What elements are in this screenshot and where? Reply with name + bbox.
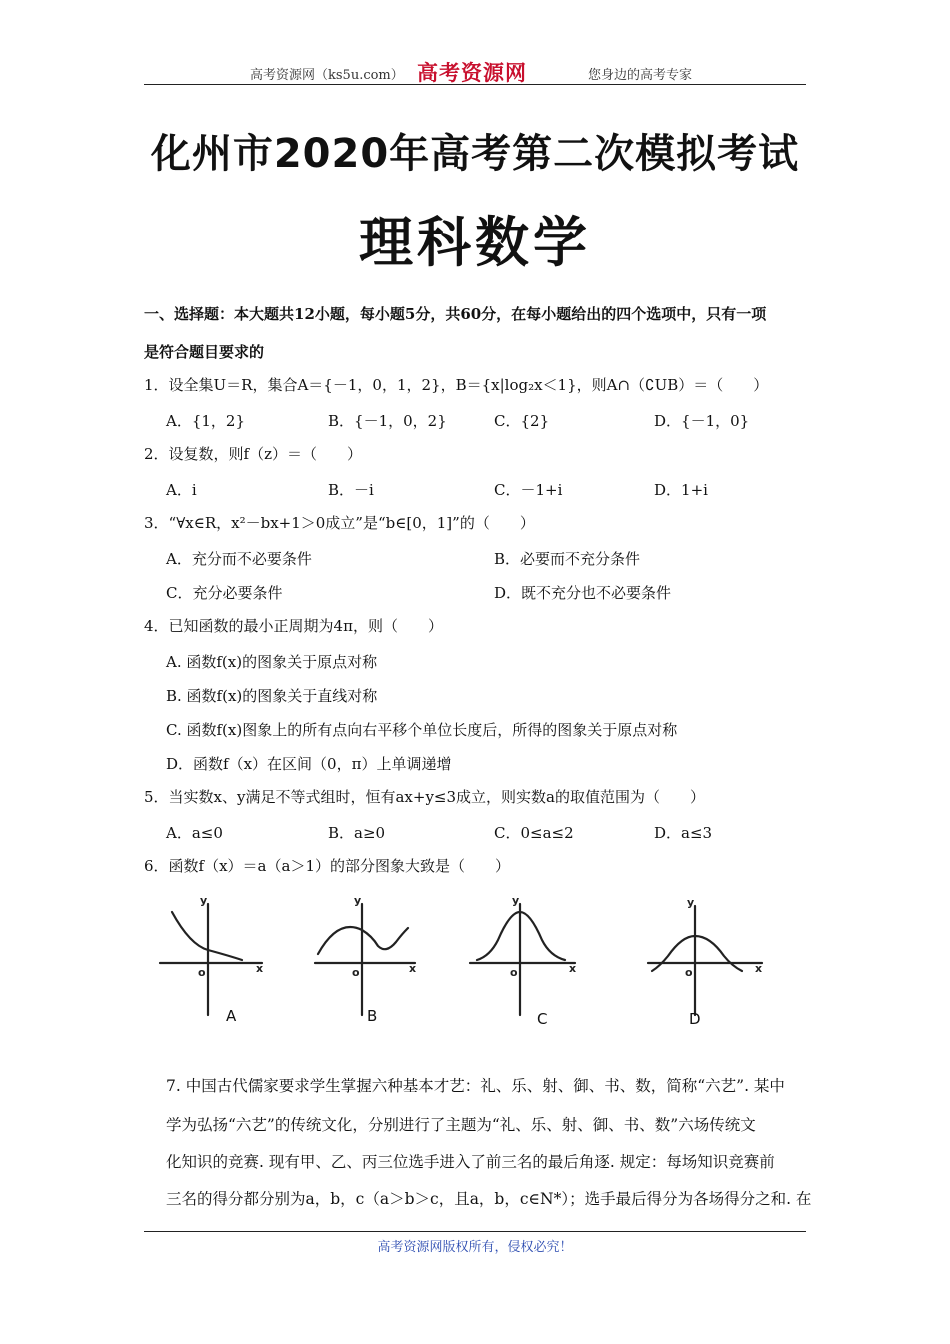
- graph-label-c: C: [537, 1010, 548, 1028]
- svg-text:x: x: [755, 962, 763, 975]
- q4-option-c: C. 函数f(x)图象上的所有点向右平移个单位长度后，所得的图象关于原点对称: [166, 721, 678, 739]
- q3-option-a: A．充分而不必要条件: [166, 550, 312, 568]
- q1-option-d: D．{－1，0}: [654, 412, 750, 430]
- section-heading-line1: 一、选择题：本大题共12小题，每小题5分，共60分，在每小题给出的四个选项中，只有一项: [144, 305, 767, 323]
- question-7-line4: 三名的得分都分别为a，b，c（a＞b＞c，且a，b，c∈N*）；选手最后得分为各场得分之和. 在: [166, 1190, 812, 1208]
- section-heading-line2: 是符合题目要求的: [144, 343, 265, 361]
- svg-text:y: y: [512, 894, 520, 907]
- q3-option-b: B．必要而不充分条件: [494, 550, 641, 568]
- svg-text:y: y: [354, 894, 362, 907]
- q1-option-a: A．{1，2}: [166, 412, 246, 430]
- q4-option-a: A. 函数f(x)的图象关于原点对称: [166, 653, 378, 671]
- footer-rule: [144, 1231, 806, 1232]
- svg-text:y: y: [200, 894, 208, 907]
- question-3-stem: 3．“∀x∈R，x²－bx+1＞0成立”是“b∈[0，1]”的（ ）: [144, 514, 535, 532]
- graph-d: [648, 906, 762, 1015]
- q5-option-d: D．a≤3: [654, 824, 713, 842]
- q4-option-d: D．函数f（x）在区间（0，π）上单调递增: [166, 755, 452, 773]
- exam-title: 化州市2020年高考第二次模拟考试: [150, 131, 800, 177]
- q1-option-c: C．{2}: [494, 412, 550, 430]
- svg-text:o: o: [352, 966, 360, 979]
- footer-copyright: 高考资源网版权所有，侵权必究！: [377, 1240, 573, 1255]
- graph-label-d: D: [689, 1010, 701, 1028]
- q2-option-c: C．－1+i: [494, 481, 563, 499]
- header-tagline: 您身边的高考专家: [588, 68, 693, 83]
- svg-text:o: o: [685, 966, 693, 979]
- header-rule: [144, 84, 806, 85]
- q5-option-b: B．a≥0: [328, 824, 386, 842]
- question-7-line3: 化知识的竞赛. 现有甲、乙、丙三位选手进入了前三名的最后角逐. 规定：每场知识竞赛前: [166, 1153, 775, 1171]
- q2-option-b: B．－i: [328, 481, 374, 499]
- svg-text:x: x: [569, 962, 577, 975]
- question-1-stem: 1．设全集U＝R，集合A＝{－1，0，1，2}，B＝{x|log₂x＜1}，则A∩（∁UB）＝（ ）: [144, 376, 769, 394]
- q3-option-c: C．充分必要条件: [166, 584, 283, 602]
- svg-text:y: y: [687, 896, 695, 909]
- question-4-stem: 4．已知函数的最小正周期为4π，则（ ）: [144, 617, 443, 635]
- subject-title: 理科数学: [359, 211, 591, 274]
- question-7-line1: 7. 中国古代儒家要求学生掌握六种基本才艺：礼、乐、射、御、书、数，简称“六艺”. 某中: [166, 1077, 785, 1095]
- site-logo: 高考资源网: [417, 60, 527, 85]
- q1-option-b: B．{－1，0，2}: [328, 412, 447, 430]
- question-6-stem: 6．函数f（x）＝a（a＞1）的部分图象大致是（ ）: [144, 857, 510, 875]
- q2-option-a: A．i: [166, 481, 197, 499]
- graph-c: [470, 904, 575, 1015]
- q2-option-d: D．1+i: [654, 481, 708, 499]
- graph-b: [315, 904, 415, 1015]
- graph-label-a: A: [226, 1007, 237, 1025]
- graph-label-b: B: [367, 1007, 378, 1025]
- q4-option-b: B. 函数f(x)的图象关于直线对称: [166, 687, 378, 705]
- svg-text:x: x: [256, 962, 264, 975]
- svg-text:x: x: [409, 962, 417, 975]
- svg-text:o: o: [510, 966, 518, 979]
- graph-a: [160, 904, 262, 1015]
- question-5-stem: 5．当实数x、y满足不等式组时，恒有ax+y≤3成立，则实数a的取值范围为（ ）: [144, 788, 705, 806]
- question-7-line2: 学为弘扬“六艺”的传统文化，分别进行了主题为“礼、乐、射、御、书、数”六场传统文: [166, 1116, 756, 1134]
- q3-option-d: D．既不充分也不必要条件: [494, 584, 672, 602]
- q5-option-c: C．0≤a≤2: [494, 824, 574, 842]
- svg-text:o: o: [198, 966, 206, 979]
- q5-option-a: A．a≤0: [166, 824, 223, 842]
- question-2-stem: 2．设复数，则f（z）＝（ ）: [144, 445, 362, 463]
- header-source: 高考资源网（ks5u.com）: [250, 68, 404, 83]
